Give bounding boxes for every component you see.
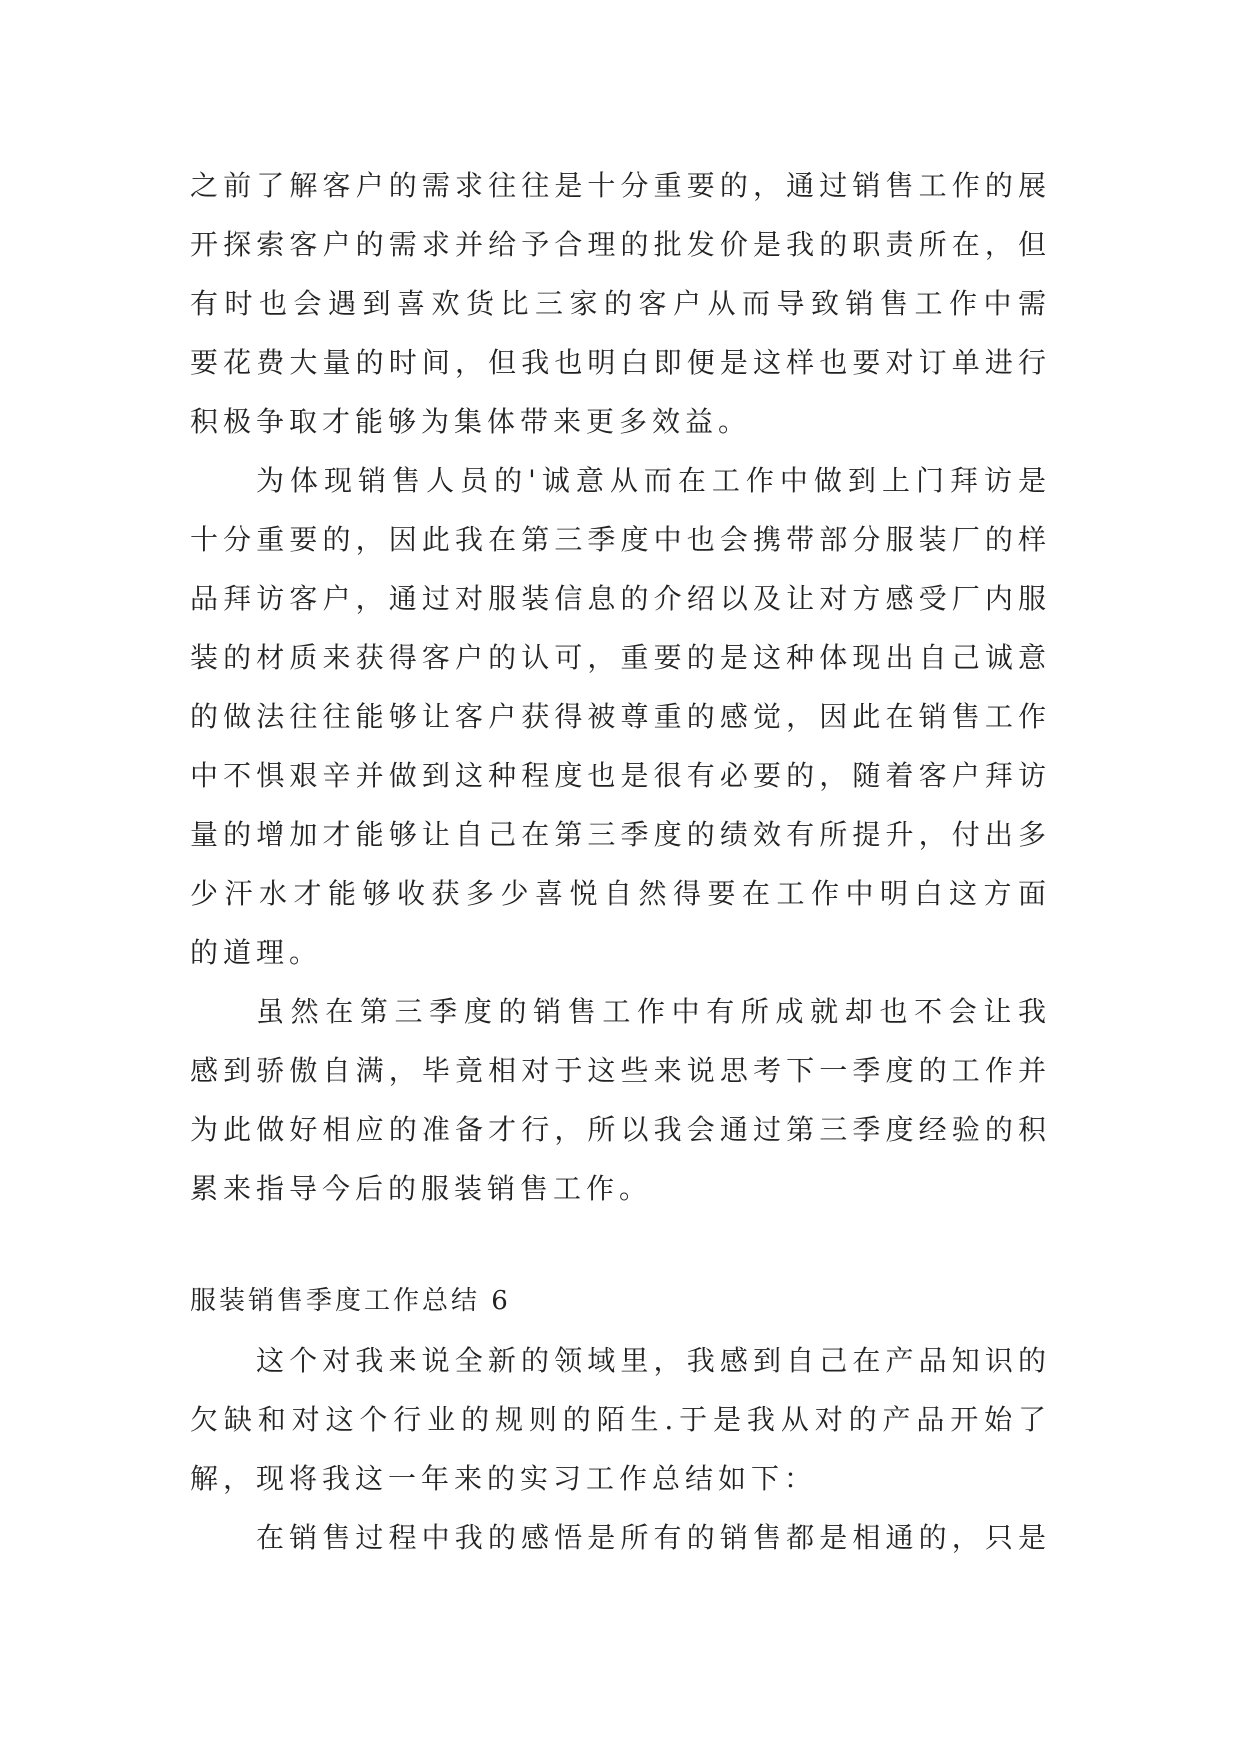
- text-line: 欠缺和对这个行业的规则的陌生.于是我从对的产品开始了: [190, 1403, 1050, 1436]
- paragraph: [190, 982, 1050, 1218]
- text-line: 为此做好相应的准备才行，所以我会通过第三季度经验的积: [190, 1113, 1050, 1146]
- blank-gap: [190, 1218, 1050, 1272]
- text-line: 有时也会遇到喜欢货比三家的客户从而导致销售工作中需: [190, 287, 1050, 320]
- text-line: 在销售过程中我的感悟是所有的销售都是相通的，只是: [256, 1521, 1050, 1554]
- text-line: 开探索客户的需求并给予合理的批发价是我的职责所在，但: [190, 228, 1050, 261]
- text-line: 解，现将我这一年来的实习工作总结如下：: [190, 1462, 818, 1495]
- document-body: [190, 156, 1050, 1567]
- paragraph: [190, 1331, 1050, 1508]
- text-line: 要花费大量的时间，但我也明白即便是这样也要对订单进行: [190, 346, 1050, 379]
- paragraph: [190, 451, 1050, 982]
- text-line: 十分重要的，因此我在第三季度中也会携带部分服装厂的样: [190, 523, 1050, 556]
- paragraph: [190, 156, 1050, 451]
- text-line: 积极争取才能够为集体带来更多效益。: [190, 405, 752, 438]
- text-line: 感到骄傲自满，毕竟相对于这些来说思考下一季度的工作并: [190, 1054, 1050, 1087]
- text-line: 的做法往往能够让客户获得被尊重的感觉，因此在销售工作: [190, 700, 1050, 733]
- section-heading: 服装销售季度工作总结 6: [190, 1286, 511, 1316]
- text-line: 之前了解客户的需求往往是十分重要的，通过销售工作的展: [190, 169, 1050, 202]
- text-line: 虽然在第三季度的销售工作中有所成就却也不会让我: [256, 995, 1050, 1028]
- text-line: 装的材质来获得客户的认可，重要的是这种体现出自己诚意: [190, 641, 1050, 674]
- paragraph: [190, 1508, 1050, 1567]
- text-line: 的道理。: [190, 936, 323, 969]
- text-line: 为体现销售人员的'诚意从而在工作中做到上门拜访是: [256, 464, 1050, 497]
- text-line: 品拜访客户，通过对服装信息的介绍以及让对方感受厂内服: [190, 582, 1050, 615]
- text-line: 中不惧艰辛并做到这种程度也是很有必要的，随着客户拜访: [190, 759, 1050, 792]
- text-line: 这个对我来说全新的领域里，我感到自己在产品知识的: [256, 1344, 1050, 1377]
- text-line: 量的增加才能够让自己在第三季度的绩效有所提升，付出多: [190, 818, 1050, 851]
- text-line: 少汗水才能够收获多少喜悦自然得要在工作中明白这方面: [190, 877, 1050, 910]
- text-line: 累来指导今后的服装销售工作。: [190, 1172, 653, 1205]
